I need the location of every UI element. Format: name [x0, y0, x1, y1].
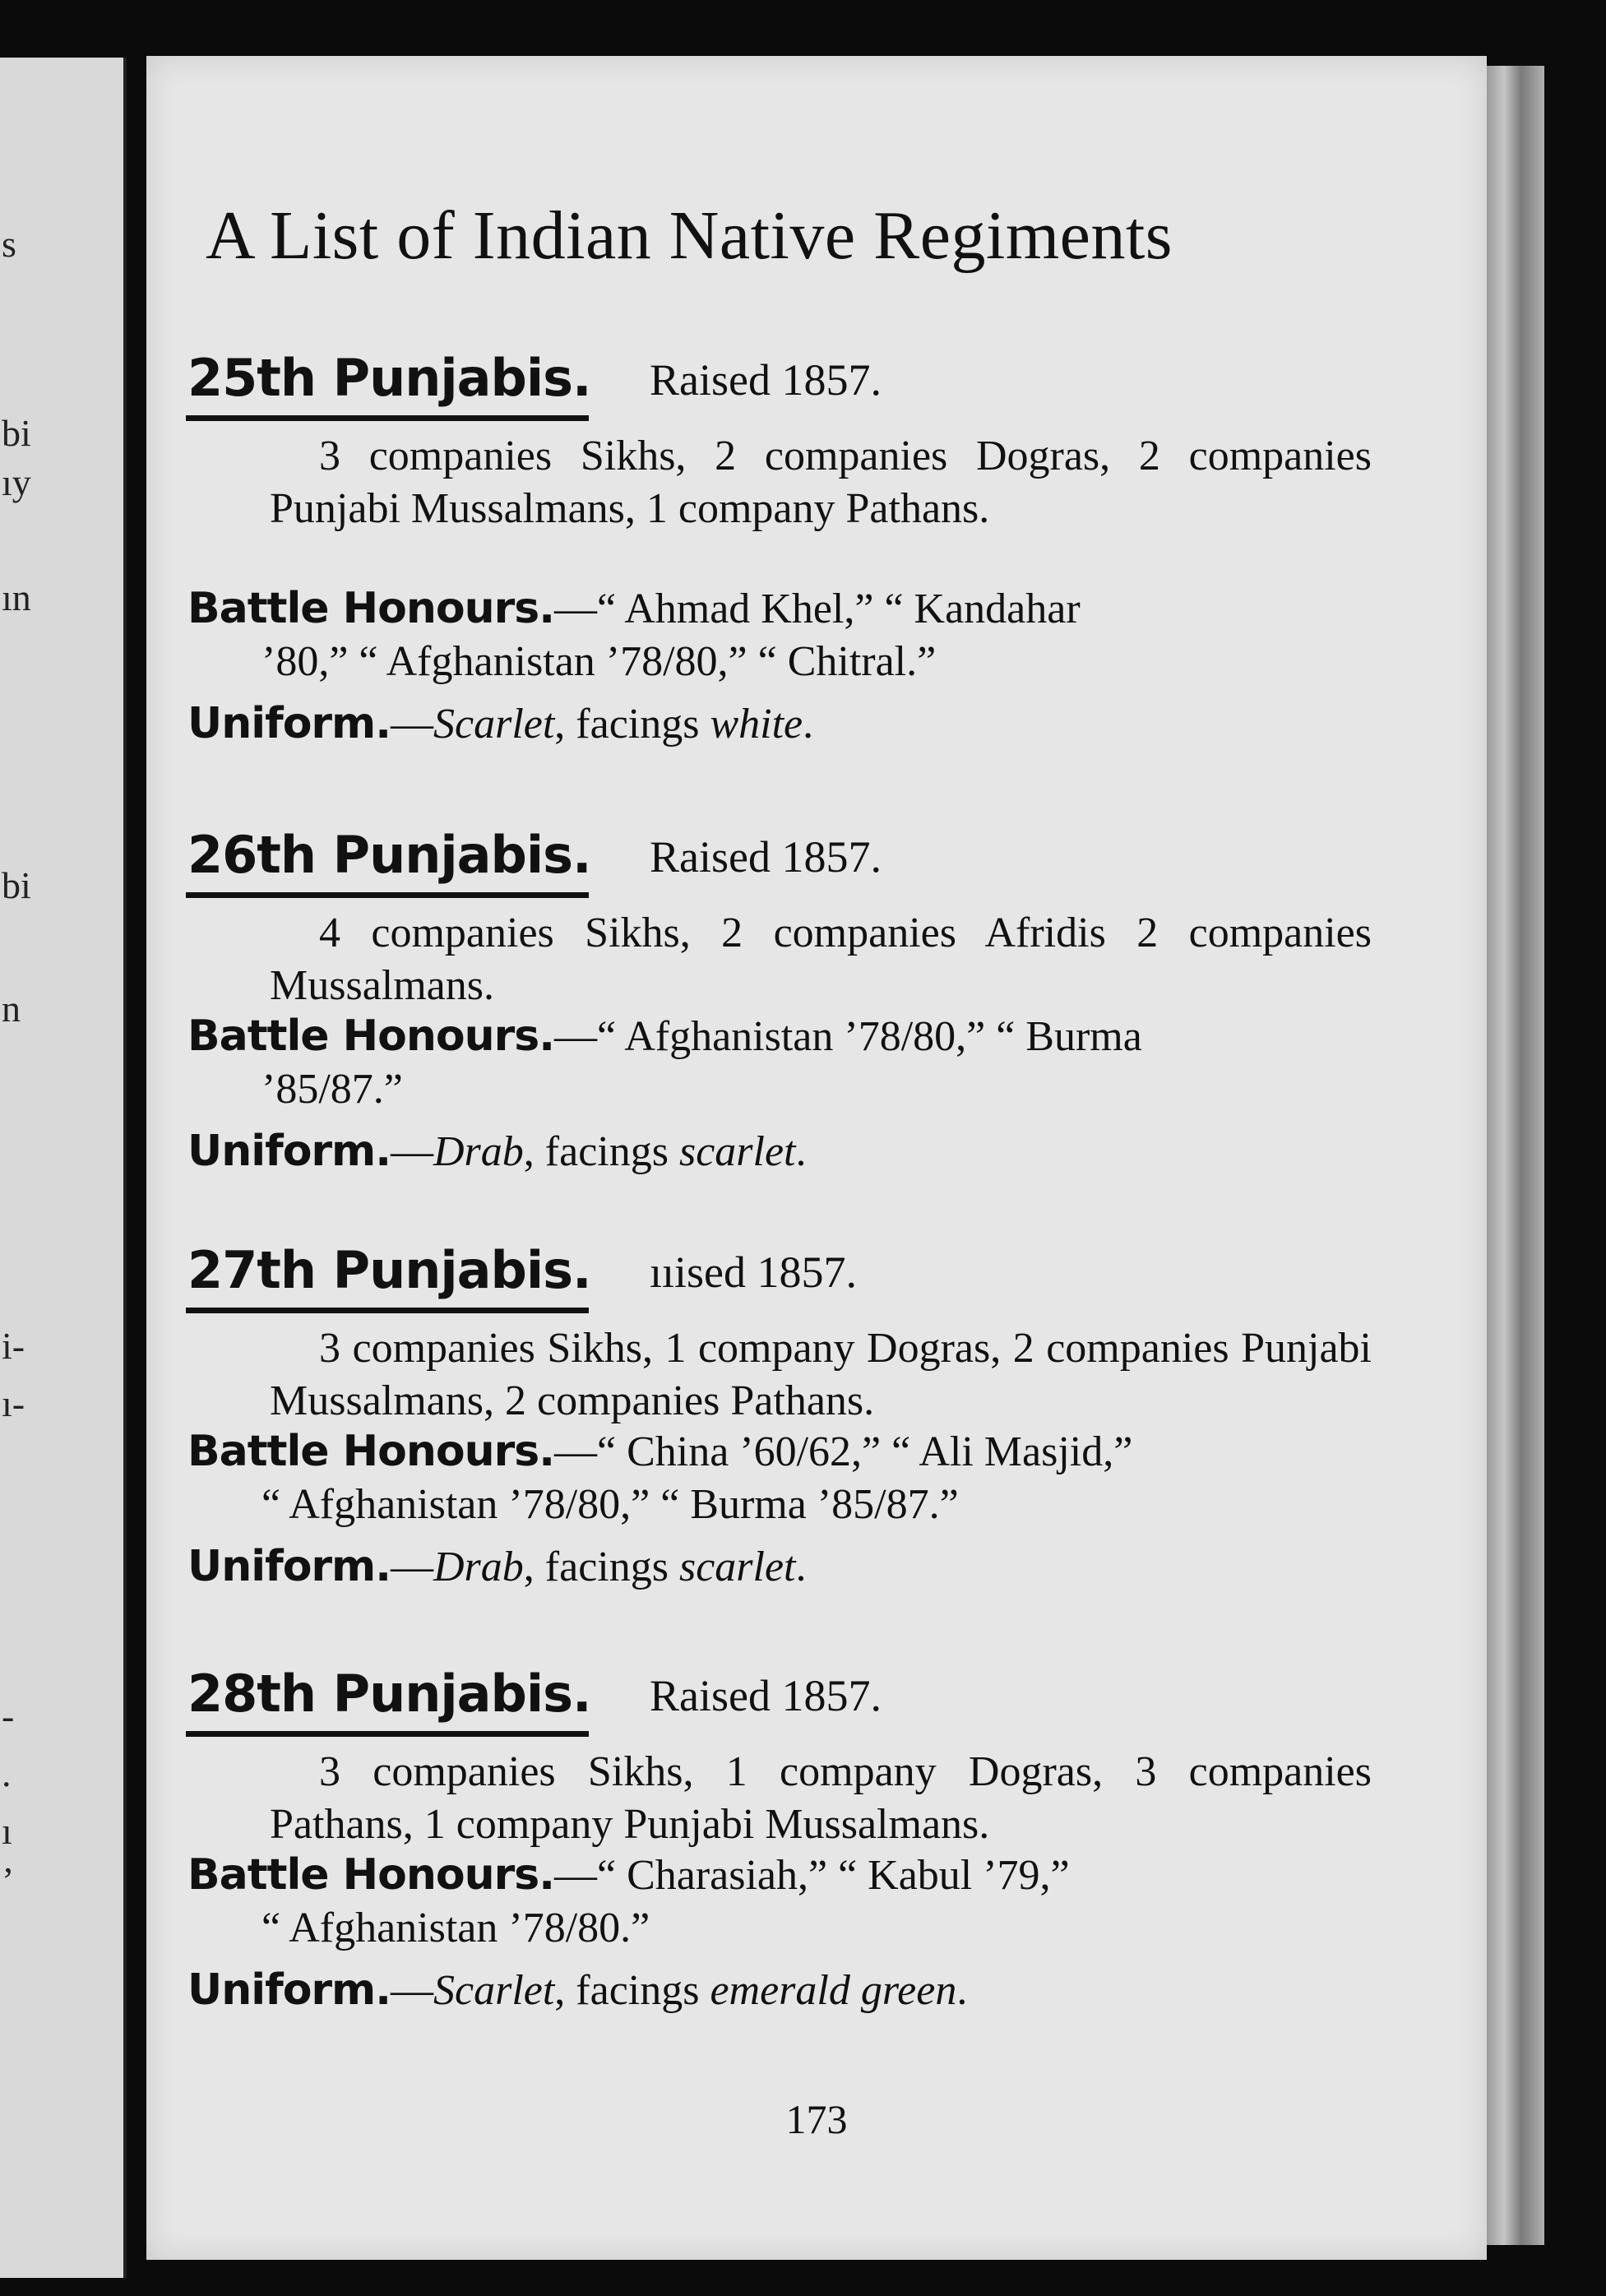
raised-year: Raised 1857. [650, 832, 882, 882]
composition-text: 3 companies Sikhs, 2 companies Dogras, 2 companies Punjabi Mussalmans, 1 company Pathans. [270, 433, 1372, 532]
left-fragment: ın [2, 576, 31, 618]
battle-honours [187, 1425, 1372, 1531]
battle-honours [187, 1010, 1372, 1116]
honours-line: —“ Ahmad Khel,” “ Kandahar [554, 586, 1081, 632]
left-fragment: s [2, 223, 16, 265]
uniform-colour: Scarlet [433, 1967, 555, 2014]
raised-year: ııised 1857. [650, 1248, 857, 1297]
uniform: Uniform.—Scarlet, facings white. [187, 699, 814, 748]
honours-line: —“ Afghanistan ’78/80,” “ Burma [554, 1013, 1142, 1060]
uniform-label: Uniform. [187, 1965, 391, 2015]
honours-line: “ Afghanistan ’78/80,” “ Burma ’85/87.” [261, 1481, 959, 1528]
regiment-name: 28th Punjabis. [187, 1664, 591, 1724]
facing-page-edge [0, 58, 127, 2278]
page-title: A List of Indian Native Regiments [206, 197, 1173, 274]
honours-line: —“ Charasiah,” “ Kabul ’79,” [554, 1852, 1070, 1899]
uniform-label: Uniform. [187, 1127, 391, 1176]
page-number: 173 [785, 2096, 848, 2142]
uniform-colour: Drab [433, 1544, 524, 1590]
honours-label: Battle Honours. [187, 1850, 554, 1900]
left-fragment: . [2, 1752, 12, 1794]
regiment-entry [146, 348, 1487, 748]
left-fragment: n [2, 988, 21, 1030]
honours-label: Battle Honours. [187, 1427, 554, 1476]
book-page [146, 56, 1487, 2260]
uniform: Uniform.—Scarlet, facings emerald green. [187, 1965, 968, 2015]
heading-underline [186, 892, 589, 898]
honours-line: “ Afghanistan ’78/80.” [261, 1905, 650, 1951]
uniform-facings: scarlet [678, 1544, 796, 1590]
composition-text: 3 companies Sikhs, 1 company Dogras, 2 companies Punjabi Mussalmans, 2 companies Pathans. [270, 1325, 1372, 1424]
left-fragment: ’ [2, 1859, 15, 1901]
regiment-name: 26th Punjabis. [187, 825, 591, 885]
uniform-facings: emerald green [710, 1967, 957, 2014]
uniform: Uniform.—Drab, facings scarlet. [187, 1542, 807, 1591]
left-fragment: bi [2, 864, 31, 906]
left-fragment: - [2, 1695, 15, 1737]
honours-line: ’80,” “ Afghanistan ’78/80,” “ Chitral.” [261, 638, 937, 685]
regiment-heading [146, 1240, 1487, 1318]
raised-year: Raised 1857. [650, 1671, 882, 1720]
regiment-name: 25th Punjabis. [187, 348, 591, 408]
page-stack-edge [1487, 66, 1544, 2245]
uniform-colour: Scarlet [433, 701, 555, 748]
honours-line: —“ China ’60/62,” “ Ali Masjid,” [554, 1428, 1133, 1475]
honours-line: ’85/87.” [261, 1066, 403, 1113]
composition-text: 4 companies Sikhs, 2 companies Afridis 2 companies Mussalmans. [270, 910, 1372, 1009]
heading-underline [186, 1731, 589, 1737]
regiment-entry [146, 1664, 1487, 2015]
honours-label: Battle Honours. [187, 1011, 554, 1061]
regiment-heading [146, 825, 1487, 903]
composition-text: 3 companies Sikhs, 1 company Dogras, 3 companies Pathans, 1 company Punjabi Mussalmans. [270, 1748, 1372, 1848]
uniform-facings: scarlet [678, 1128, 796, 1175]
uniform-facings: white [710, 701, 803, 748]
battle-honours [187, 1849, 1372, 1955]
battle-honours [187, 582, 1372, 688]
honours-label: Battle Honours. [187, 584, 554, 633]
left-fragment: ı- [2, 1382, 25, 1424]
regiment-heading [146, 348, 1487, 426]
uniform-colour: Drab [433, 1128, 524, 1175]
uniform: Uniform.—Drab, facings scarlet. [187, 1127, 807, 1176]
raised-year: Raised 1857. [650, 355, 882, 405]
heading-underline [186, 1308, 589, 1313]
regiment-entry [146, 825, 1487, 1176]
left-fragment: i- [2, 1325, 25, 1367]
uniform-label: Uniform. [187, 699, 391, 748]
regiment-heading [146, 1664, 1487, 1742]
uniform-label: Uniform. [187, 1542, 391, 1591]
heading-underline [186, 415, 589, 421]
regiment-entry [146, 1240, 1487, 1591]
regiment-name: 27th Punjabis. [187, 1240, 591, 1300]
left-fragment: bi [2, 412, 31, 454]
left-fragment: ıy [2, 461, 31, 503]
left-fragment: ı [2, 1810, 12, 1852]
